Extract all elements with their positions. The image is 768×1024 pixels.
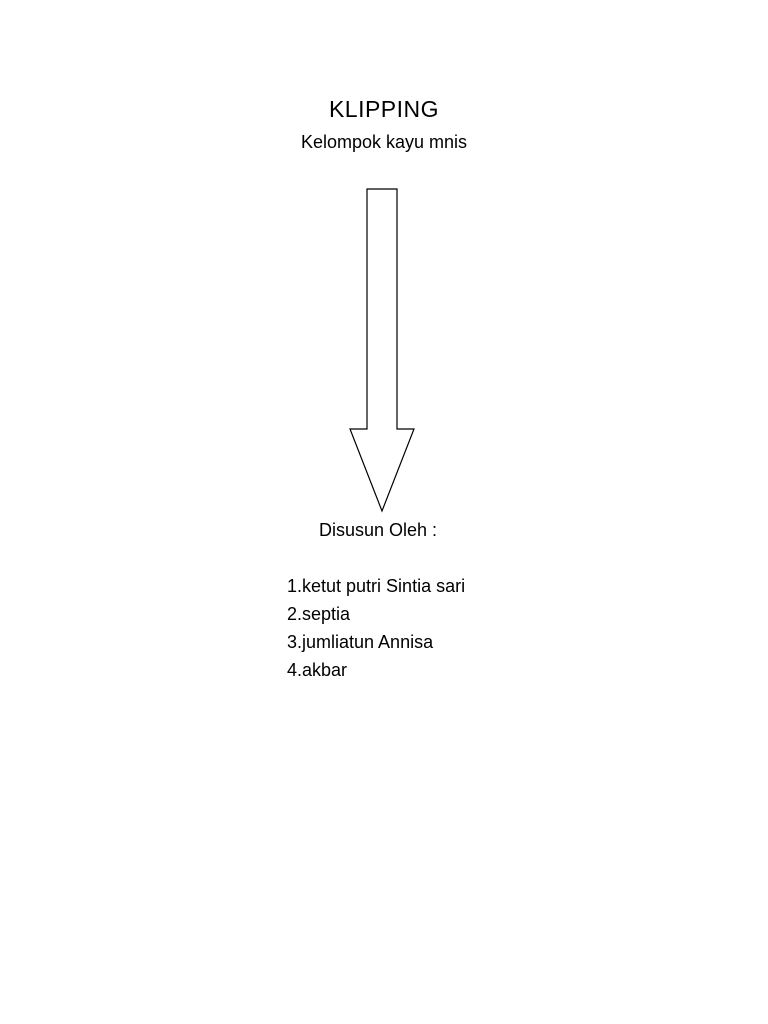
author-heading: Disusun Oleh : [319, 520, 438, 540]
list-item: 3.jumliatun Annisa [287, 632, 434, 652]
list-item: 2.septia [287, 604, 351, 624]
list-item: 1.ketut putri Sintia sari [287, 576, 466, 596]
list-item: 4.akbar [287, 660, 348, 680]
document-subtitle: Kelompok kayu mnis [300, 132, 468, 152]
down-arrow-icon [348, 188, 416, 514]
member-list [287, 572, 465, 684]
document-title: KLIPPING [328, 96, 440, 122]
